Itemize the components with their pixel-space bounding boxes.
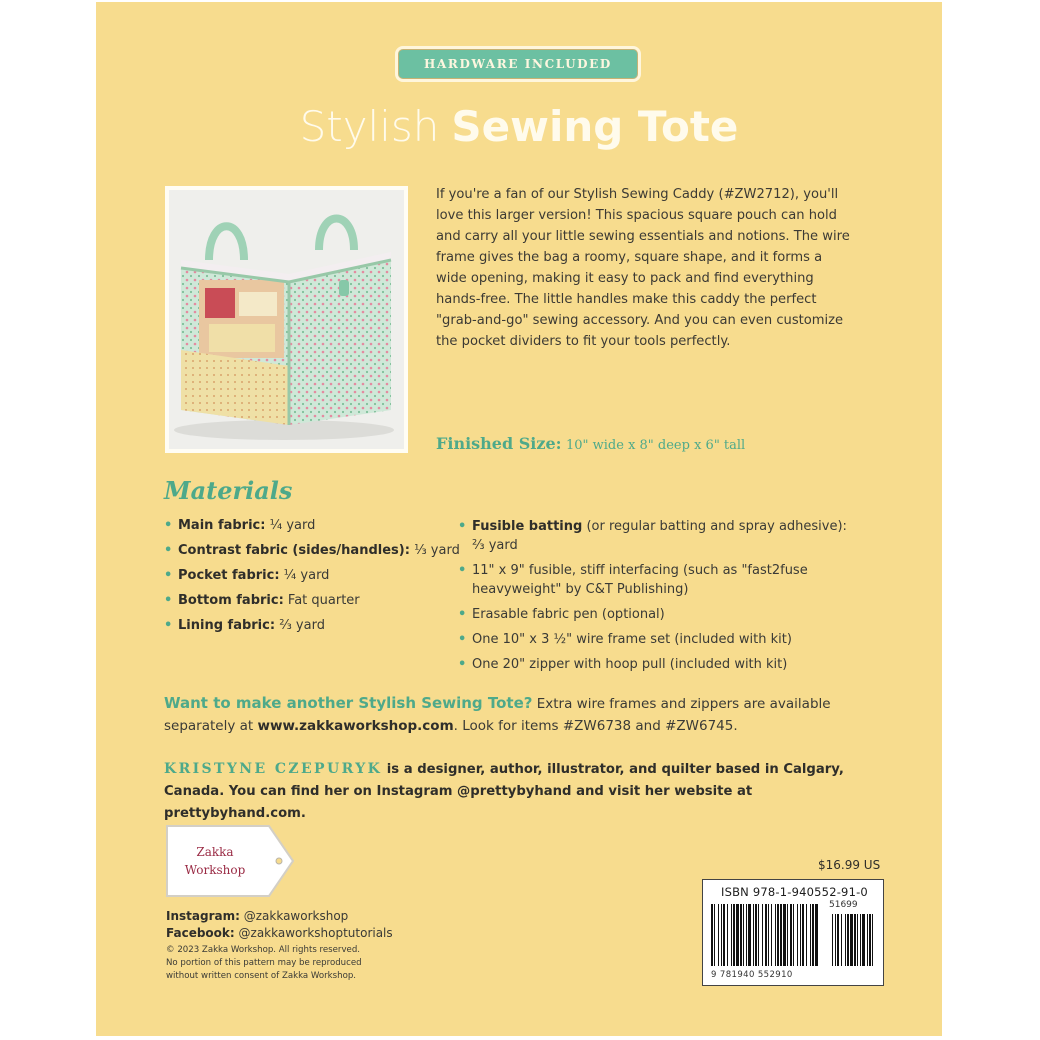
barcode-number: 9 781940 552910 xyxy=(711,970,793,980)
barcode-bar xyxy=(800,904,801,966)
pattern-back-cover xyxy=(96,2,942,1036)
zakka-workshop-logo xyxy=(165,824,295,898)
description: If you're a fan of our Stylish Sewing Caddy (#ZW2712), you'll love this larger version! This spacious square pouch can hold and carry all your little sewing essentials and notions. The wire frame gives the bag a roomy, square shape, and it forms a wide opening, making it easy to pack and find everything hands-free. The little handles make this caddy the perfect "grab-and-go" sewing accessory. And you can even customize the pocket dividers to fit your tools perfectly. xyxy=(436,187,850,349)
barcode-bar xyxy=(746,904,747,966)
materials-list-right xyxy=(458,517,848,680)
barcode-bar xyxy=(810,904,811,966)
barcode-bar xyxy=(777,904,779,966)
title-light: Stylish xyxy=(299,102,440,151)
barcode-bar xyxy=(787,904,788,966)
material-item: • Bottom fabric: Fat quarter xyxy=(164,591,464,610)
barcode-bar xyxy=(714,904,715,966)
barcode-bar xyxy=(835,914,836,966)
barcode-bar xyxy=(748,904,751,966)
tote-photo xyxy=(165,186,408,453)
material-item: • Contrast fabric (sides/handles): ⅓ yard xyxy=(164,541,464,560)
designer-bio xyxy=(164,758,864,825)
barcode-bar xyxy=(762,904,763,966)
barcode-bar xyxy=(812,904,814,966)
barcode-bar xyxy=(845,914,846,966)
barcode-bar xyxy=(731,904,732,966)
barcode-bar xyxy=(733,904,735,966)
material-item: • Pocket fabric: ¼ yard xyxy=(164,566,464,585)
barcode-bar xyxy=(721,904,722,966)
barcode-bar xyxy=(854,914,856,966)
barcode-bar xyxy=(765,904,767,966)
barcode-bar xyxy=(850,914,853,966)
price: $16.99 US xyxy=(818,858,881,872)
barcode-bar xyxy=(841,914,842,966)
zakka-website-link[interactable]: www.zakkaworkshop.com xyxy=(257,718,454,734)
barcode-bar xyxy=(780,904,782,966)
barcode-bar xyxy=(790,904,792,966)
material-item: • One 10" x 3 ½" wire frame set (included with kit) xyxy=(458,630,848,649)
materials-heading: Materials xyxy=(164,476,293,505)
barcode-bar xyxy=(802,904,804,966)
barcode-bar xyxy=(718,904,719,966)
material-item: • One 20" zipper with hoop pull (included with kit) xyxy=(458,655,848,674)
barcode-bar xyxy=(727,904,728,966)
svg-text:Zakka: Zakka xyxy=(196,845,234,859)
barcode-bar xyxy=(815,904,818,966)
barcode-bar xyxy=(806,904,807,966)
barcode-bar xyxy=(847,914,849,966)
barcode-bar xyxy=(862,914,865,966)
barcode-bar xyxy=(753,904,754,966)
finished-size-label: Finished Size: xyxy=(436,434,562,453)
barcode-addon: 51699 xyxy=(829,900,858,910)
barcode-bar xyxy=(723,904,725,966)
barcode-bar xyxy=(832,914,833,966)
tote-illustration xyxy=(169,190,404,449)
instagram-handle[interactable]: @zakkaworkshop xyxy=(243,909,349,923)
barcode-bar xyxy=(857,914,858,966)
isbn-number: ISBN 978-1-940552-91-0 xyxy=(721,885,868,899)
barcode-bar xyxy=(740,904,742,966)
extra-parts-note: Want to make another Stylish Sewing Tote? Extra wire frames and zippers are available separately at www.zakkaworkshop.com. Look for items #ZW6738 and #ZW6745. xyxy=(164,694,831,734)
copyright-notice: © 2023 Zakka Workshop. All rights reserved. No portion of this pattern may be reproduced without written consent of Zakka Workshop. xyxy=(166,945,362,981)
barcode-bar xyxy=(783,904,786,966)
material-item: • Main fabric: ¼ yard xyxy=(164,516,464,535)
materials-list-left xyxy=(164,516,464,641)
finished-size xyxy=(436,434,745,453)
barcode-bar xyxy=(758,904,759,966)
material-item: • Fusible batting (or regular batting and spray adhesive): ⅔ yard xyxy=(458,517,848,555)
barcode-bar xyxy=(867,914,868,966)
isbn-barcode xyxy=(702,879,884,986)
hardware-included-badge xyxy=(395,46,641,82)
barcode-bar xyxy=(793,904,794,966)
barcode-bar xyxy=(775,904,776,966)
barcode-bar xyxy=(755,904,757,966)
material-item: • Erasable fabric pen (optional) xyxy=(458,605,848,624)
material-item: • Lining fabric: ⅔ yard xyxy=(164,616,464,635)
page-title xyxy=(96,102,942,151)
barcode-bar xyxy=(736,904,739,966)
finished-size-value: 10" wide x 8" deep x 6" tall xyxy=(565,438,746,453)
barcode-bar xyxy=(872,914,873,966)
material-item: • 11" x 9" fusible, stiff interfacing (such as "fast2fuse heavyweight" by C&T Publishing) xyxy=(458,561,848,599)
social-links: Instagram: @zakkaworkshop Facebook: @zakkaworkshoptutorials xyxy=(166,909,393,940)
extra-parts-question: Want to make another Stylish Sewing Tote? xyxy=(164,694,533,712)
facebook-handle[interactable]: @zakkaworkshoptutorials xyxy=(238,926,393,940)
svg-text:Workshop: Workshop xyxy=(184,863,246,877)
badge-label: HARDWARE INCLUDED xyxy=(424,57,612,71)
barcode-bar xyxy=(768,904,769,966)
barcode-bar xyxy=(797,904,798,966)
designer-name: KRISTYNE CZEPURYK xyxy=(164,761,383,777)
designer-bio-text: is a designer, author, illustrator, and quilter based in Calgary, Canada. You can find her on Instagram @prettybyhand and visit her website at prettybyhand.com. xyxy=(164,762,844,821)
barcode-bar xyxy=(743,904,744,966)
barcode-bars xyxy=(709,902,877,968)
barcode-bar xyxy=(869,914,871,966)
barcode-bar xyxy=(771,904,772,966)
title-bold: Sewing Tote xyxy=(451,102,739,151)
barcode-bar xyxy=(837,914,839,966)
barcode-bar xyxy=(860,914,861,966)
barcode-bar xyxy=(711,904,713,966)
